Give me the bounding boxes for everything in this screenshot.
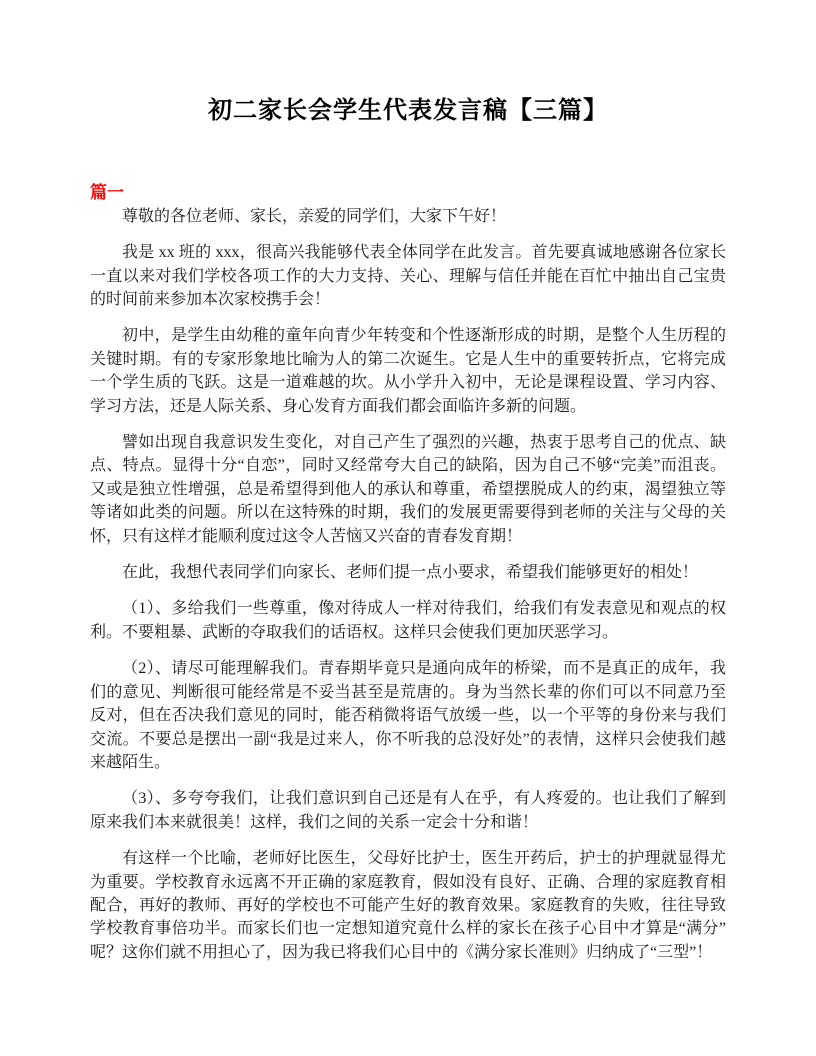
paragraph-self-awareness: 譬如出现自我意识发生变化，对自己产生了强烈的兴趣，热衷于思考自己的优点、缺点、特点。显得十分“自恋”，同时又经常夸大自己的缺陷，因为自己不够“完美”而沮丧。又或是独立性增强，总是希望得到他人的承认和尊重，希望摆脱成人的约束，渴望独立等等诸如此类的问题。所以在这特殊的时期，我们的发展更需要得到老师的关注与父母的关怀，只有这样才能顺利度过这令人苦恼又兴奋的青春发育期！ [90,434,726,545]
document-body [90,205,726,964]
paragraph-junior-high-period: 初中，是学生由幼稚的童年向青少年转变和个性逐渐形成的时期，是整个人生历程的关键时期。有的专家形象地比喻为人的第二次诞生。它是人生中的重要转折点，它将完成一个学生质的飞跃。这是一道难越的坎。从小学升入初中，无论是课程设置、学习内容、学习方法，还是人际关系、身心发育方面我们都会面临许多新的问题。 [90,327,726,415]
paragraph-request-1-respect: （1）、多给我们一些尊重，像对待成人一样对待我们，给我们有发表意见和观点的权利。不要粗暴、武断的夺取我们的话语权。这样只会使我们更加厌恶学习。 [90,600,726,641]
paragraph-greeting: 尊敬的各位老师、家长，亲爱的同学们，大家下午好！ [122,207,507,225]
paragraph-metaphor-family-education: 有这样一个比喻，老师好比医生，父母好比护士，医生开药后，护士的护理就显得尤为重要。学校教育永远离不开正确的家庭教育，假如没有良好、正确、合理的家庭教育相配合，再好的教师、再好的学校也不可能产生好的教育效果。家庭教育的失败，往往导致学校教育事倍功半。而家长们也一定想知道究竟什么样的家长在孩子心目中才算是“满分”呢？这你们就不用担心了，因为我已将我们心目中的《满分家长准则》归纳成了“三型”！ [90,850,726,961]
paragraph-small-requests-intro: 在此，我想代表同学们向家长、老师们提一点小要求，希望我们能够更好的相处！ [122,564,699,582]
paragraph-request-2-understanding: （2）、请尽可能理解我们。青春期毕竟只是通向成年的桥梁，而不是真正的成年，我们的意见、判断很可能经常是不妥当甚至是荒唐的。身为当然长辈的你们可以不同意乃至反对，但在否决我们意见的同时，能否稍微将语气放缓一些，以一个平等的身份来与我们交流。不要总是摆出一副“我是过来人，你不听我的总没好处”的表情，这样只会使我们越来越陌生。 [90,660,726,771]
paragraph-request-3-praise: （3）、多夸夸我们，让我们意识到自己还是有人在乎，有人疼爱的。也让我们了解到原来我们本来就很美！这样，我们之间的关系一定会十分和谐！ [90,790,726,831]
document-title: 初二家长会学生代表发言稿【三篇】 [208,98,608,124]
section-label-part-one: 篇一 [90,183,124,203]
paragraph-introduction: 我是 xx 班的 xxx，很高兴我能够代表全体同学在此发言。首先要真诚地感谢各位家长一直以来对我们学校各项工作的大力支持、关心、理解与信任并能在百忙中抽出自己宝贵的时间前来参加本次家校携手会！ [90,244,726,309]
